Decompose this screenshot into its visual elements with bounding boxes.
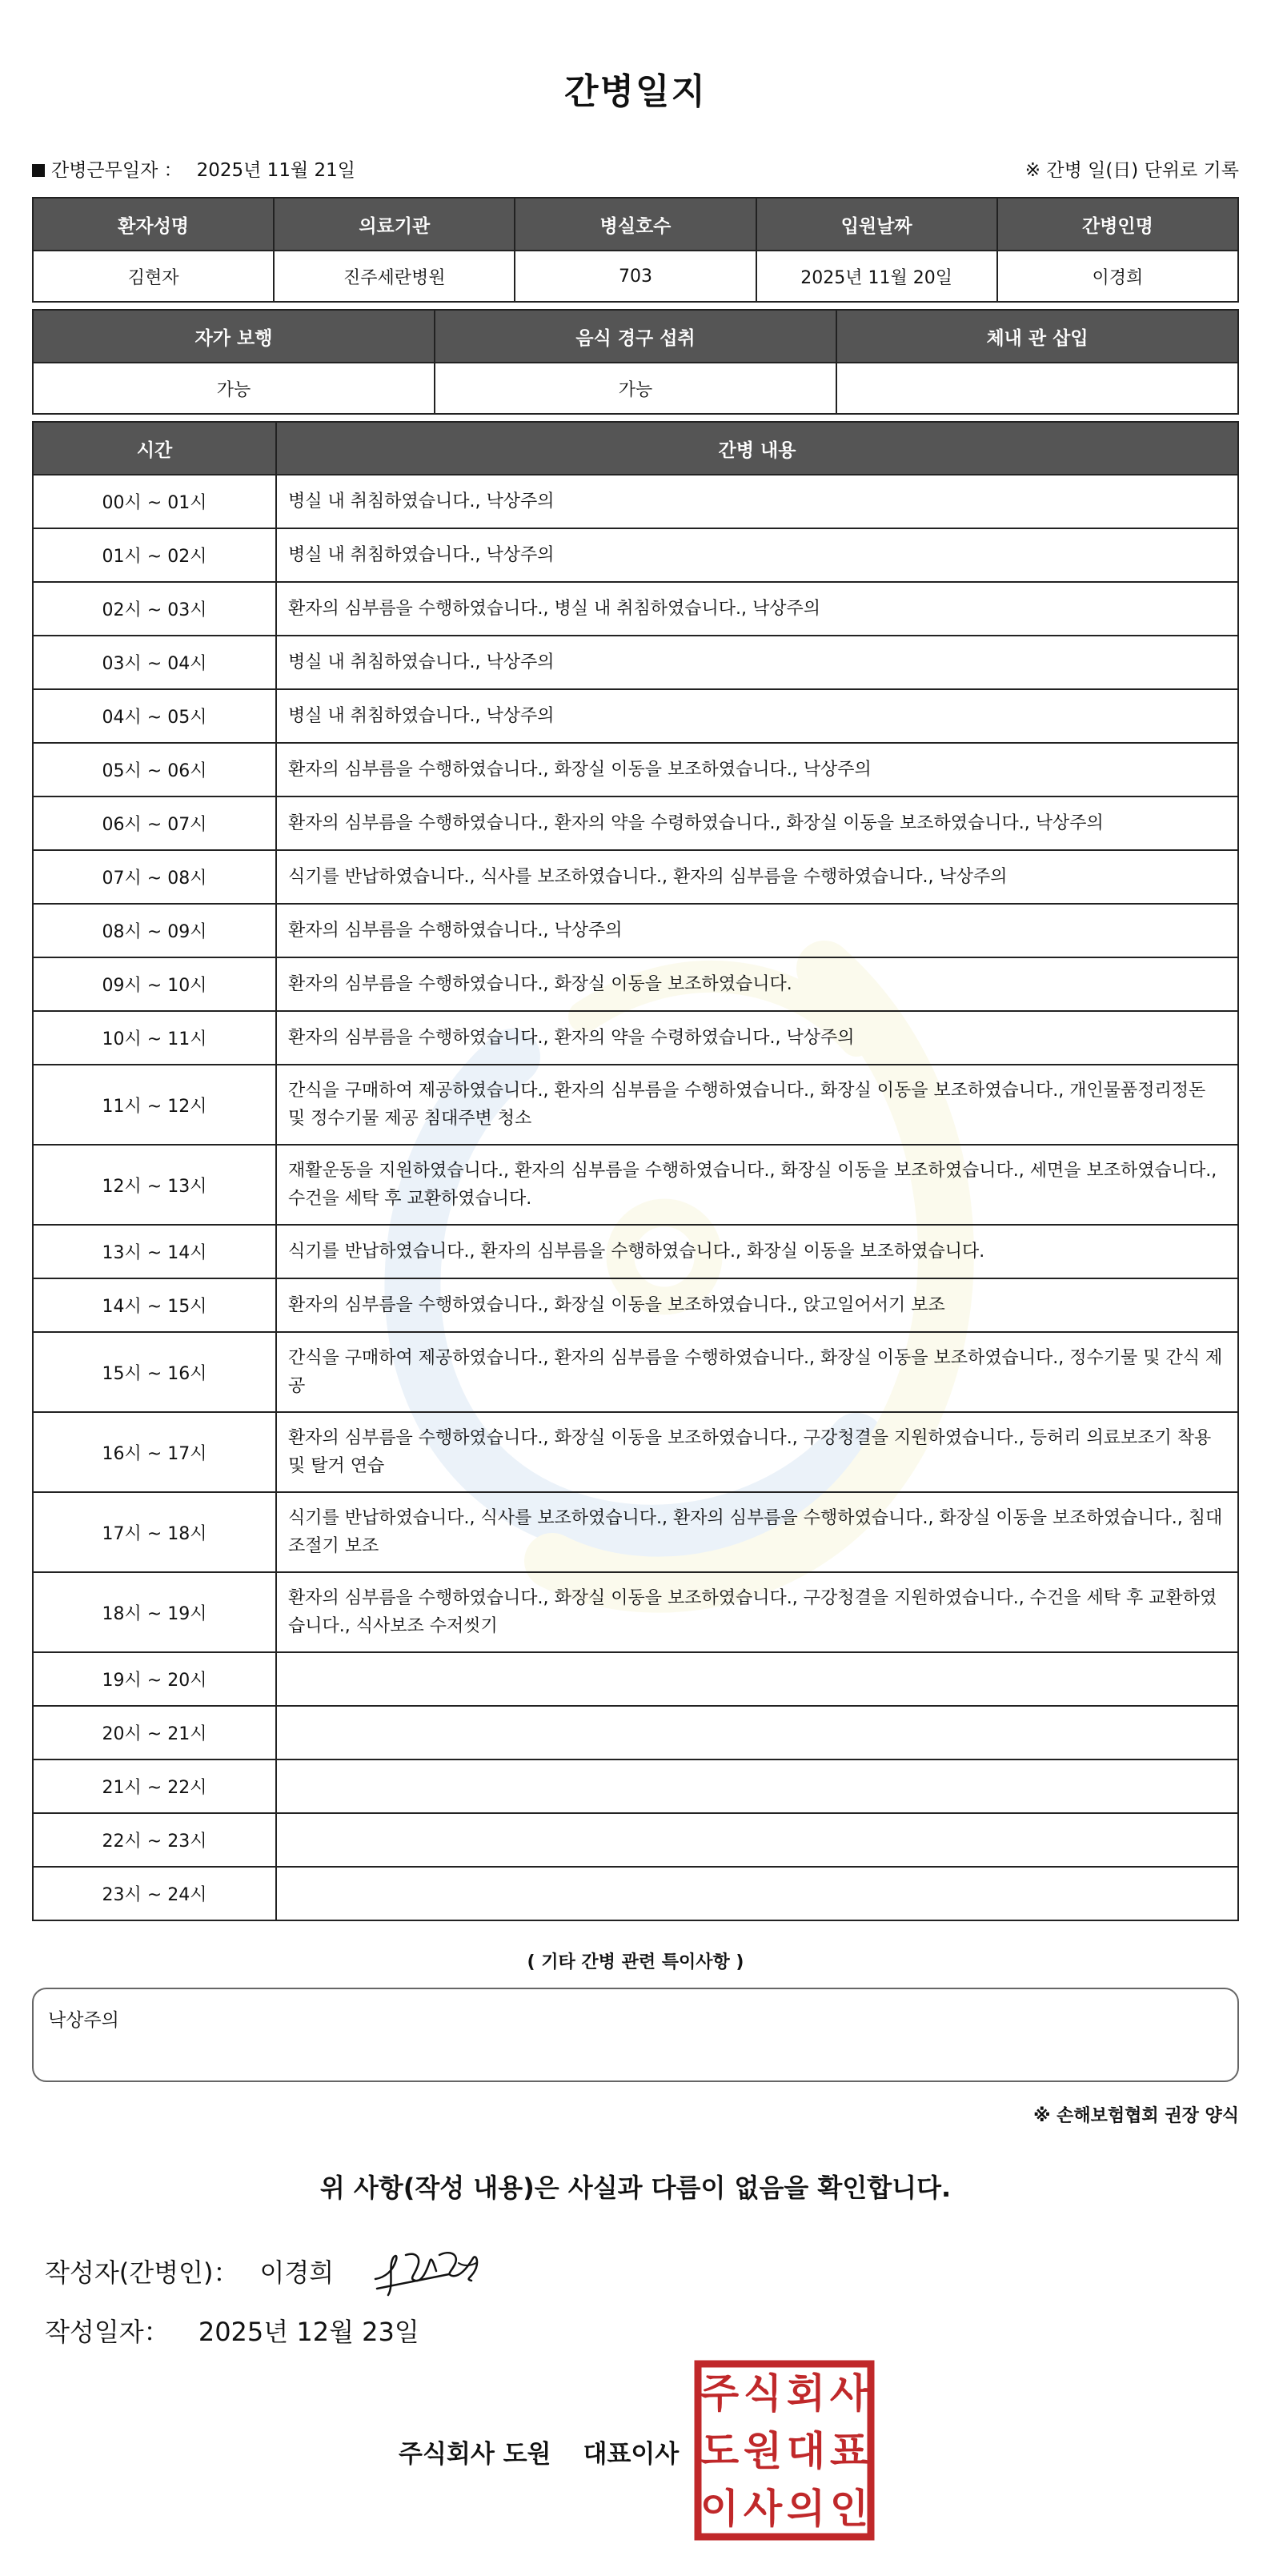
unit-note: ※ 간병 일(日) 단위로 기록	[1024, 159, 1239, 181]
writer-name: 이경희	[259, 2257, 335, 2288]
seal-glyph: 회	[786, 2370, 826, 2417]
patient-info-value-row	[33, 251, 1238, 302]
seal-glyph: 원	[743, 2428, 783, 2474]
writer-line	[45, 2251, 489, 2291]
log-time: 03시 ~ 04시	[33, 636, 276, 689]
log-time: 19시 ~ 20시	[33, 1652, 276, 1706]
log-time: 13시 ~ 14시	[33, 1225, 276, 1278]
log-content: 병실 내 취침하였습니다., 낙상주의	[276, 475, 1238, 528]
confirmation-statement: 위 사항(작성 내용)은 사실과 다름이 없음을 확인합니다.	[319, 2173, 952, 2203]
log-content: 환자의 심부름을 수행하였습니다., 낙상주의	[276, 904, 1238, 957]
log-content: 환자의 심부름을 수행하였습니다., 화장실 이동을 보조하였습니다., 낙상주의	[276, 743, 1238, 796]
patient-flags-value-row	[33, 363, 1238, 414]
seal-glyph: 대	[786, 2428, 826, 2474]
seal-glyph: 식	[743, 2370, 783, 2417]
written-date-line	[45, 2312, 419, 2349]
patient-info-header-row	[33, 198, 1238, 251]
seal-glyph: 인	[829, 2486, 869, 2532]
log-time: 05시 ~ 06시	[33, 743, 276, 796]
log-row	[33, 1011, 1238, 1065]
log-time: 02시 ~ 03시	[33, 582, 276, 636]
log-row	[33, 582, 1238, 636]
hospital-name: 진주세란병원	[274, 251, 515, 302]
self-walking-value: 가능	[33, 363, 435, 414]
log-time: 00시 ~ 01시	[33, 475, 276, 528]
seal-glyph: 이	[700, 2486, 740, 2532]
written-date-label: 작성일자：	[45, 2317, 170, 2347]
log-content: 환자의 심부름을 수행하였습니다., 환자의 약을 수령하였습니다., 낙상주의	[276, 1011, 1238, 1065]
log-row	[33, 1145, 1238, 1225]
log-time: 23시 ~ 24시	[33, 1867, 276, 1920]
log-content: 환자의 심부름을 수행하였습니다., 화장실 이동을 보조하였습니다.	[276, 957, 1238, 1011]
form-note: ※ 손해보험협회 권장 양식	[1033, 2106, 1239, 2126]
seal-glyphs	[700, 2370, 869, 2532]
log-time: 22시 ~ 23시	[33, 1813, 276, 1867]
page-title: 간병일지	[563, 71, 707, 112]
header-patient-name: 환자성명	[33, 198, 274, 251]
special-notes-title: ( 기타 간병 관련 특이사항 )	[527, 1952, 744, 1972]
log-row	[33, 475, 1238, 528]
log-row	[33, 1652, 1238, 1706]
log-row	[33, 1706, 1238, 1759]
log-time: 06시 ~ 07시	[33, 796, 276, 850]
log-row	[33, 1492, 1238, 1572]
header-care-content: 간병 내용	[276, 422, 1238, 475]
special-notes-box	[32, 1988, 1239, 2082]
log-time: 16시 ~ 17시	[33, 1412, 276, 1492]
log-row	[33, 636, 1238, 689]
header-tube-insertion: 체내 관 삽입	[836, 310, 1238, 363]
header-hospital: 의료기관	[274, 198, 515, 251]
log-time: 09시 ~ 10시	[33, 957, 276, 1011]
log-content: 병실 내 취침하였습니다., 낙상주의	[276, 636, 1238, 689]
log-row	[33, 1332, 1238, 1412]
log-time: 12시 ~ 13시	[33, 1145, 276, 1225]
log-time: 18시 ~ 19시	[33, 1572, 276, 1652]
patient-flags-header-row	[33, 310, 1238, 363]
tube-insertion-value	[836, 363, 1238, 414]
log-row	[33, 1065, 1238, 1145]
log-content: 환자의 심부름을 수행하였습니다., 화장실 이동을 보조하였습니다., 앉고일어서기 보조	[276, 1278, 1238, 1332]
company-name: 주식회사 도원	[399, 2440, 551, 2469]
admission-date: 2025년 11월 20일	[756, 251, 997, 302]
room-number: 703	[515, 251, 756, 302]
header-oral-intake: 음식 경구 섭취	[435, 310, 836, 363]
log-row	[33, 743, 1238, 796]
log-time: 17시 ~ 18시	[33, 1492, 276, 1572]
square-bullet-icon	[32, 164, 45, 177]
log-content	[276, 1813, 1238, 1867]
caregiver-name: 이경희	[997, 251, 1238, 302]
log-time: 10시 ~ 11시	[33, 1011, 276, 1065]
header-time: 시간	[33, 422, 276, 475]
company-line	[399, 2434, 679, 2470]
log-content: 환자의 심부름을 수행하였습니다., 화장실 이동을 보조하였습니다., 구강청결을 지원하였습니다., 등허리 의료보조기 착용 및 탈거 연습	[276, 1412, 1238, 1492]
log-content: 간식을 구매하여 제공하였습니다., 환자의 심부름을 수행하였습니다., 화장실 이동을 보조하였습니다., 개인물품정리정돈 및 정수기물 제공 침대주변 청소	[276, 1065, 1238, 1145]
log-row	[33, 904, 1238, 957]
oral-intake-value: 가능	[435, 363, 836, 414]
header-room: 병실호수	[515, 198, 756, 251]
patient-flags-table	[32, 309, 1239, 415]
log-time: 11시 ~ 12시	[33, 1065, 276, 1145]
header-caregiver: 간병인명	[997, 198, 1238, 251]
seal-glyph: 표	[829, 2428, 869, 2474]
writer-label: 작성자(간병인)：	[45, 2257, 239, 2288]
seal-glyph: 의	[786, 2486, 826, 2532]
log-content: 병실 내 취침하였습니다., 낙상주의	[276, 528, 1238, 582]
log-time: 08시 ~ 09시	[33, 904, 276, 957]
log-content: 환자의 심부름을 수행하였습니다., 환자의 약을 수령하였습니다., 화장실 이동을 보조하였습니다., 낙상주의	[276, 796, 1238, 850]
log-content	[276, 1759, 1238, 1813]
seal-glyph: 주	[700, 2370, 740, 2417]
log-row	[33, 1759, 1238, 1813]
log-content: 식기를 반납하였습니다., 식사를 보조하였습니다., 환자의 심부름을 수행하였습니다., 낙상주의	[276, 850, 1238, 904]
log-content	[276, 1867, 1238, 1920]
company-representative-title: 대표이사	[583, 2440, 680, 2469]
work-date-value: 2025년 11월 21일	[196, 159, 355, 181]
work-date	[32, 155, 355, 182]
log-content: 식기를 반납하였습니다., 식사를 보조하였습니다., 환자의 심부름을 수행하였습니다., 화장실 이동을 보조하였습니다., 침대조절기 보조	[276, 1492, 1238, 1572]
log-header-row	[33, 422, 1238, 475]
special-notes-content: 낙상주의	[48, 2010, 119, 2031]
log-content: 간식을 구매하여 제공하였습니다., 환자의 심부름을 수행하였습니다., 화장실 이동을 보조하였습니다., 정수기물 및 간식 제공	[276, 1332, 1238, 1412]
log-content: 재활운동을 지원하였습니다., 환자의 심부름을 수행하였습니다., 화장실 이동을 보조하였습니다., 세면을 보조하였습니다., 수건을 세탁 후 교환하였습니다.	[276, 1145, 1238, 1225]
log-row	[33, 1225, 1238, 1278]
written-date-value: 2025년 12월 23일	[198, 2317, 419, 2347]
log-row	[33, 1813, 1238, 1867]
log-row	[33, 1412, 1238, 1492]
log-content: 환자의 심부름을 수행하였습니다., 화장실 이동을 보조하였습니다., 구강청결을 지원하였습니다., 수건을 세탁 후 교환하였습니다., 식사보조 수저씻기	[276, 1572, 1238, 1652]
log-row	[33, 1572, 1238, 1652]
hourly-log-table	[32, 421, 1239, 1921]
log-time: 04시 ~ 05시	[33, 689, 276, 743]
work-date-row	[32, 154, 1239, 183]
log-time: 20시 ~ 21시	[33, 1706, 276, 1759]
header-self-walking: 자가 보행	[33, 310, 435, 363]
log-body	[33, 475, 1238, 1920]
log-time: 14시 ~ 15시	[33, 1278, 276, 1332]
log-row	[33, 1278, 1238, 1332]
log-row	[33, 850, 1238, 904]
log-content	[276, 1652, 1238, 1706]
log-time: 21시 ~ 22시	[33, 1759, 276, 1813]
patient-info-table	[32, 197, 1239, 303]
log-row	[33, 528, 1238, 582]
log-time: 07시 ~ 08시	[33, 850, 276, 904]
seal-glyph: 도	[700, 2428, 740, 2474]
work-date-label: 간병근무일자 ：	[51, 159, 182, 181]
header-admission-date: 입원날짜	[756, 198, 997, 251]
log-row	[33, 796, 1238, 850]
seal-glyph: 사	[743, 2486, 783, 2532]
log-content: 식기를 반납하였습니다., 환자의 심부름을 수행하였습니다., 화장실 이동을 보조하였습니다.	[276, 1225, 1238, 1278]
log-row	[33, 1867, 1238, 1920]
log-content: 병실 내 취침하였습니다., 낙상주의	[276, 689, 1238, 743]
handwritten-signature	[369, 2239, 489, 2303]
log-time: 01시 ~ 02시	[33, 528, 276, 582]
log-content: 환자의 심부름을 수행하였습니다., 병실 내 취침하였습니다., 낙상주의	[276, 582, 1238, 636]
log-row	[33, 957, 1238, 1011]
log-content	[276, 1706, 1238, 1759]
log-row	[33, 689, 1238, 743]
log-time: 15시 ~ 16시	[33, 1332, 276, 1412]
company-seal-stamp	[693, 2359, 876, 2542]
seal-glyph: 사	[829, 2370, 869, 2417]
patient-name: 김현자	[33, 251, 274, 302]
